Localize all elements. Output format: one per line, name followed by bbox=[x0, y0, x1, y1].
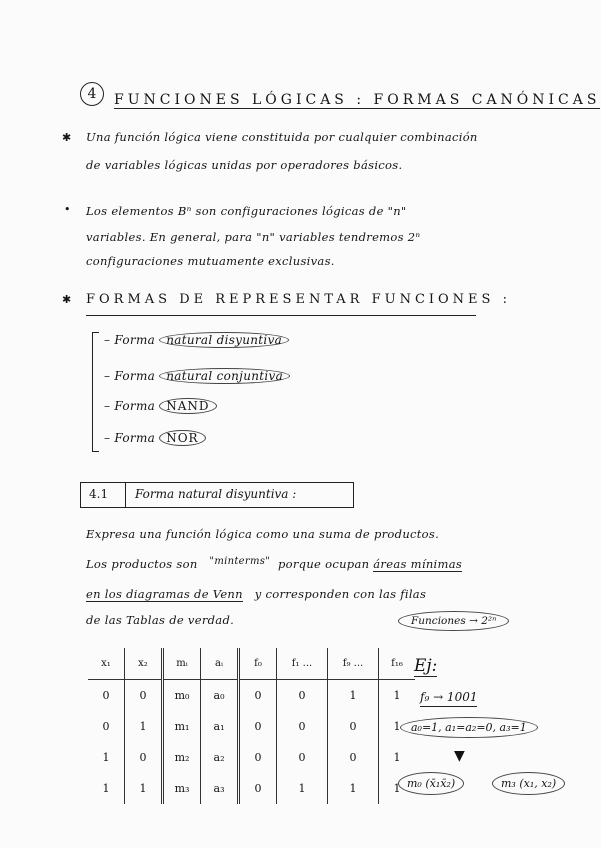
intro-text: Los elementos Bⁿ son configuraciones lógicas de "n" bbox=[86, 204, 407, 218]
section-number-circle bbox=[80, 82, 104, 106]
form-item: – Forma natural disyuntiva bbox=[104, 332, 289, 348]
bullet-icon: • bbox=[64, 203, 71, 216]
table-cell: 1 bbox=[277, 773, 328, 804]
table-cell: m₀ bbox=[163, 680, 201, 712]
table-cell: 0 bbox=[328, 711, 379, 742]
table-cell: a₃ bbox=[201, 773, 239, 804]
table-header: x₁ bbox=[88, 648, 125, 680]
table-cell: 1 bbox=[125, 773, 163, 804]
table-header: f₁₆ bbox=[379, 648, 416, 680]
form-value: NAND bbox=[159, 398, 216, 414]
table-cell: 0 bbox=[277, 680, 328, 712]
bullet-icon: ✱ bbox=[62, 293, 72, 306]
body-text: Los productos son "minterms" porque ocupan áreas mínimas bbox=[86, 556, 463, 571]
table-cell: 1 bbox=[393, 720, 401, 733]
table-row bbox=[88, 742, 415, 773]
table-cell: 1 bbox=[125, 711, 163, 742]
table-cell: 0 bbox=[125, 742, 163, 773]
intro-text: configuraciones mutuamente exclusivas. bbox=[86, 254, 335, 268]
bullet-icon: ✱ bbox=[62, 131, 72, 144]
table-header: mᵢ bbox=[163, 648, 201, 680]
minterm-m0: m₀ (x̄₁x̄₂) bbox=[398, 772, 464, 795]
form-value: NOR bbox=[159, 430, 205, 446]
areas-minimas: áreas mínimas bbox=[373, 557, 463, 571]
subsection-divider bbox=[125, 483, 126, 507]
table-header: aᵢ bbox=[201, 648, 239, 680]
table-cell: 1 bbox=[88, 742, 125, 773]
section-heading: FORMAS DE REPRESENTAR FUNCIONES : bbox=[86, 292, 476, 316]
table-row bbox=[88, 711, 415, 742]
bracket bbox=[92, 332, 99, 452]
intro-text: de variables lógicas unidas por operadores básicos. bbox=[86, 158, 403, 172]
body-text: en los diagramas de Venn y corresponden con las filas bbox=[86, 587, 427, 601]
table-header: f₁ ... bbox=[277, 648, 328, 680]
table-cell: m₂ bbox=[163, 742, 201, 773]
example-mapping: f₉ → 1001 bbox=[420, 690, 477, 707]
table-header: x₂ bbox=[125, 648, 163, 680]
table-cell: 1 bbox=[328, 680, 379, 712]
table-cell: 0 bbox=[125, 680, 163, 712]
table-cell: 1 bbox=[328, 773, 379, 804]
subsection-number: 4.1 bbox=[89, 487, 109, 501]
functions-note: Funciones → 2²ⁿ bbox=[398, 611, 509, 631]
table-row bbox=[88, 680, 415, 712]
table-cell: 1 bbox=[393, 782, 401, 795]
table-cell: 0 bbox=[88, 680, 125, 712]
table-header: f₀ bbox=[239, 648, 277, 680]
body-text: Expresa una función lógica como una suma de productos. bbox=[86, 527, 440, 541]
table-cell: 0 bbox=[277, 742, 328, 773]
minterm-m3: m₃ (x₁, x₂) bbox=[492, 772, 565, 795]
page-title: FUNCIONES LÓGICAS : FORMAS CANÓNICAS bbox=[114, 92, 601, 108]
venn-text: en los diagramas de Venn bbox=[86, 587, 243, 601]
form-item: – Forma natural conjuntiva bbox=[104, 368, 290, 384]
table-row bbox=[88, 773, 415, 804]
intro-text: Una función lógica viene constituida por cualquier combinación bbox=[86, 130, 478, 144]
table-cell: m₃ bbox=[163, 773, 201, 804]
form-item: – Forma NOR bbox=[104, 430, 206, 446]
down-arrow-icon: ▼ bbox=[454, 748, 465, 764]
table-cell: a₂ bbox=[201, 742, 239, 773]
intro-text: variables. En general, para "n" variables tendremos 2ⁿ bbox=[86, 230, 421, 244]
table-cell: 0 bbox=[239, 773, 277, 804]
example-label: Ej: bbox=[414, 656, 438, 676]
body-text: de las Tablas de verdad. bbox=[86, 613, 235, 627]
table-cell: 1 bbox=[88, 773, 125, 804]
example-coeffs: a₀=1, a₁=a₂=0, a₃=1 bbox=[400, 717, 538, 738]
subsection-box bbox=[80, 482, 354, 508]
table-cell: 0 bbox=[88, 711, 125, 742]
form-item: – Forma NAND bbox=[104, 398, 217, 414]
minterms-term: "minterms" bbox=[209, 556, 271, 567]
table-cell: 0 bbox=[239, 742, 277, 773]
table-cell: 0 bbox=[239, 680, 277, 712]
table-cell: a₀ bbox=[201, 680, 239, 712]
table-cell: 0 bbox=[328, 742, 379, 773]
table-cell: 1 bbox=[393, 689, 401, 702]
subsection-title: Forma natural disyuntiva : bbox=[135, 487, 297, 501]
form-value: natural conjuntiva bbox=[159, 368, 290, 384]
table-header: f₉ ... bbox=[328, 648, 379, 680]
table-cell: 0 bbox=[277, 711, 328, 742]
table-header-row bbox=[88, 648, 415, 680]
form-value: natural disyuntiva bbox=[159, 332, 289, 348]
table-cell: 0 bbox=[239, 711, 277, 742]
truth-table bbox=[88, 648, 415, 804]
table-cell: a₁ bbox=[201, 711, 239, 742]
table-cell: 1 bbox=[393, 751, 401, 764]
section-number: 4 bbox=[87, 86, 97, 102]
table-cell: m₁ bbox=[163, 711, 201, 742]
